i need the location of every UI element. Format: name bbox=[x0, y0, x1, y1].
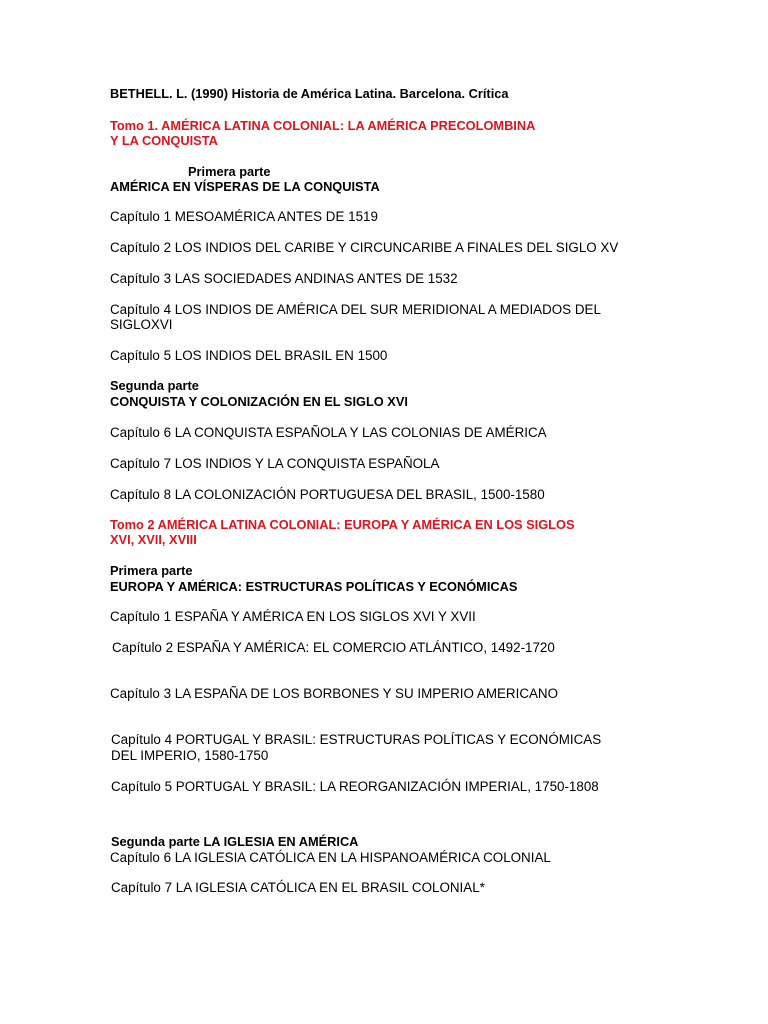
chapter-item: Capítulo 3 LAS SOCIEDADES ANDINAS ANTES DE 1532 bbox=[110, 271, 458, 286]
tomo-1-part-2-label: Segunda parte bbox=[110, 378, 199, 393]
chapter-item-continuation: DEL IMPERIO, 1580-1750 bbox=[111, 748, 269, 763]
tomo-1-part-1-title: AMÉRICA EN VÍSPERAS DE LA CONQUISTA bbox=[110, 179, 380, 194]
tomo-1-heading-line-1: Tomo 1. AMÉRICA LATINA COLONIAL: LA AMÉRICA PRECOLOMBINA bbox=[110, 118, 536, 133]
chapter-item: Capítulo 6 LA IGLESIA CATÓLICA EN LA HISPANOAMÉRICA COLONIAL bbox=[110, 850, 551, 865]
chapter-item: Capítulo 3 LA ESPAÑA DE LOS BORBONES Y SU IMPERIO AMERICANO bbox=[110, 686, 559, 701]
chapter-item: Capítulo 4 PORTUGAL Y BRASIL: ESTRUCTURAS POLÍTICAS Y ECONÓMICAS bbox=[111, 732, 602, 747]
chapter-item: Capítulo 1 ESPAÑA Y AMÉRICA EN LOS SIGLOS XVI Y XVII bbox=[110, 609, 476, 624]
tomo-2-part-2-title: Segunda parte LA IGLESIA EN AMÉRICA bbox=[111, 834, 359, 849]
chapter-item: Capítulo 2 LOS INDIOS DEL CARIBE Y CIRCUNCARIBE A FINALES DEL SIGLO XV bbox=[110, 240, 619, 255]
tomo-2-heading-line-2: XVI, XVII, XVIII bbox=[110, 532, 197, 547]
chapter-item: Capítulo 2 ESPAÑA Y AMÉRICA: EL COMERCIO ATLÁNTICO, 1492-1720 bbox=[112, 640, 555, 655]
tomo-1-heading-line-2: Y LA CONQUISTA bbox=[110, 133, 218, 148]
chapter-item: Capítulo 7 LA IGLESIA CATÓLICA EN EL BRASIL COLONIAL* bbox=[111, 880, 485, 895]
tomo-2-part-1-title: EUROPA Y AMÉRICA: ESTRUCTURAS POLÍTICAS Y ECONÓMICAS bbox=[110, 579, 518, 594]
chapter-item: Capítulo 5 PORTUGAL Y BRASIL: LA REORGANIZACIÓN IMPERIAL, 1750-1808 bbox=[111, 779, 599, 794]
chapter-item: Capítulo 5 LOS INDIOS DEL BRASIL EN 1500 bbox=[110, 348, 388, 363]
chapter-item: Capítulo 4 LOS INDIOS DE AMÉRICA DEL SUR MERIDIONAL A MEDIADOS DEL bbox=[110, 302, 601, 317]
citation: BETHELL. L. (1990) Historia de América Latina. Barcelona. Crítica bbox=[110, 86, 509, 101]
chapter-item: Capítulo 7 LOS INDIOS Y LA CONQUISTA ESPAÑOLA bbox=[110, 456, 440, 471]
chapter-item: Capítulo 6 LA CONQUISTA ESPAÑOLA Y LAS COLONIAS DE AMÉRICA bbox=[110, 425, 547, 440]
chapter-item: Capítulo 8 LA COLONIZACIÓN PORTUGUESA DEL BRASIL, 1500-1580 bbox=[110, 487, 545, 502]
tomo-1-part-2-title: CONQUISTA Y COLONIZACIÓN EN EL SIGLO XVI bbox=[110, 394, 408, 409]
tomo-2-heading-line-1: Tomo 2 AMÉRICA LATINA COLONIAL: EUROPA Y AMÉRICA EN LOS SIGLOS bbox=[110, 517, 575, 532]
tomo-2-part-1-label: Primera parte bbox=[110, 563, 193, 578]
chapter-item: Capítulo 1 MESOAMÉRICA ANTES DE 1519 bbox=[110, 209, 378, 224]
chapter-item-continuation: SIGLOXVI bbox=[110, 317, 173, 332]
tomo-1-part-1-label: Primera parte bbox=[188, 164, 271, 179]
